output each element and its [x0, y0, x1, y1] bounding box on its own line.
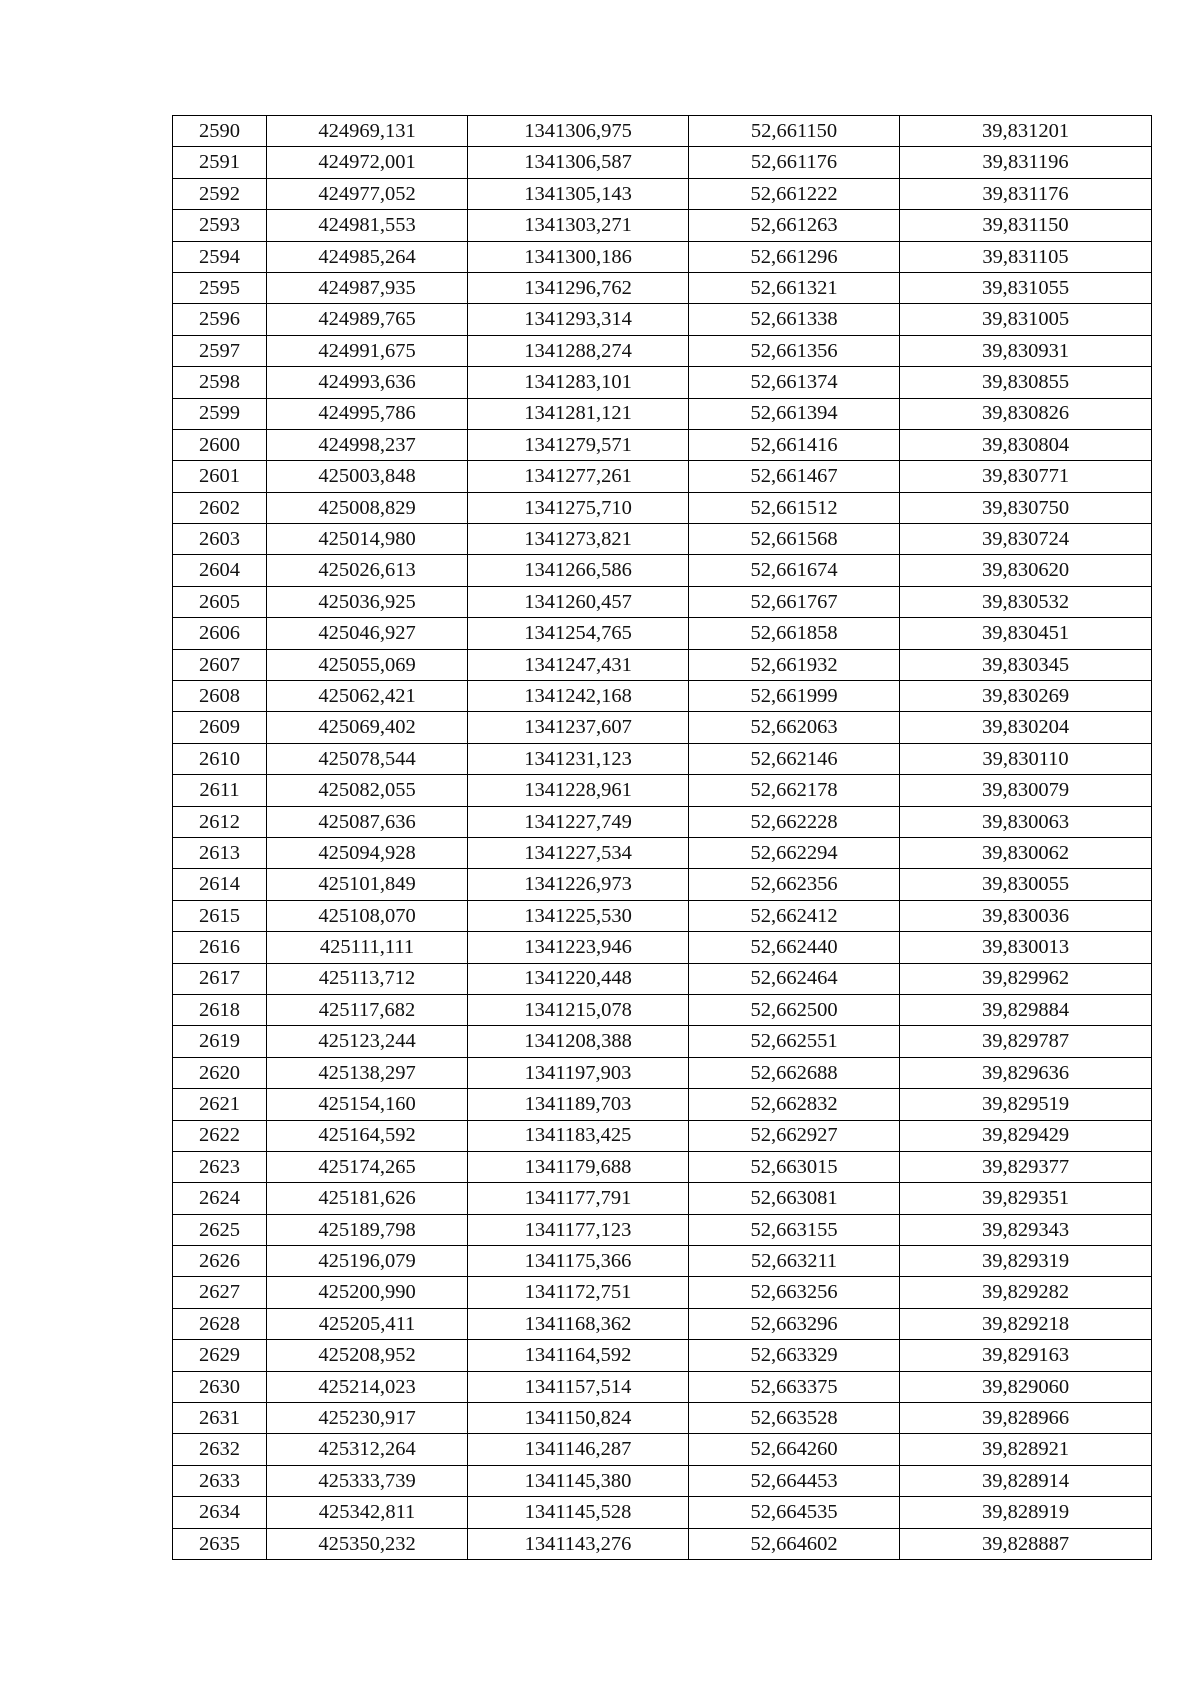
longitude-cell: 39,830855 — [900, 367, 1152, 398]
x-coordinate-cell: 425164,592 — [267, 1120, 468, 1151]
latitude-cell: 52,661374 — [689, 367, 900, 398]
longitude-cell: 39,831105 — [900, 241, 1152, 272]
y-coordinate-cell: 1341177,791 — [468, 1183, 689, 1214]
table-row — [173, 1151, 1152, 1182]
point-number-cell: 2623 — [173, 1151, 267, 1182]
table-row — [173, 1026, 1152, 1057]
point-number-cell: 2626 — [173, 1246, 267, 1277]
x-coordinate-cell: 425312,264 — [267, 1434, 468, 1465]
y-coordinate-cell: 1341220,448 — [468, 963, 689, 994]
point-number-cell: 2628 — [173, 1308, 267, 1339]
y-coordinate-cell: 1341168,362 — [468, 1308, 689, 1339]
table-row — [173, 900, 1152, 931]
x-coordinate-cell: 425123,244 — [267, 1026, 468, 1057]
latitude-cell: 52,661767 — [689, 586, 900, 617]
longitude-cell: 39,830804 — [900, 429, 1152, 460]
table-row — [173, 712, 1152, 743]
y-coordinate-cell: 1341157,514 — [468, 1371, 689, 1402]
table-row — [173, 241, 1152, 272]
point-number-cell: 2612 — [173, 806, 267, 837]
latitude-cell: 52,662500 — [689, 994, 900, 1025]
y-coordinate-cell: 1341283,101 — [468, 367, 689, 398]
longitude-cell: 39,831055 — [900, 272, 1152, 303]
longitude-cell: 39,831150 — [900, 210, 1152, 241]
y-coordinate-cell: 1341305,143 — [468, 178, 689, 209]
latitude-cell: 52,661512 — [689, 492, 900, 523]
y-coordinate-cell: 1341237,607 — [468, 712, 689, 743]
x-coordinate-cell: 425350,232 — [267, 1528, 468, 1559]
latitude-cell: 52,661321 — [689, 272, 900, 303]
longitude-cell: 39,829218 — [900, 1308, 1152, 1339]
longitude-cell: 39,830724 — [900, 524, 1152, 555]
x-coordinate-cell: 424977,052 — [267, 178, 468, 209]
longitude-cell: 39,829519 — [900, 1089, 1152, 1120]
point-number-cell: 2601 — [173, 461, 267, 492]
x-coordinate-cell: 425113,712 — [267, 963, 468, 994]
x-coordinate-cell: 425138,297 — [267, 1057, 468, 1088]
table-row — [173, 618, 1152, 649]
longitude-cell: 39,830750 — [900, 492, 1152, 523]
y-coordinate-cell: 1341228,961 — [468, 775, 689, 806]
table-row — [173, 1089, 1152, 1120]
y-coordinate-cell: 1341226,973 — [468, 869, 689, 900]
x-coordinate-cell: 425036,925 — [267, 586, 468, 617]
point-number-cell: 2602 — [173, 492, 267, 523]
latitude-cell: 52,662688 — [689, 1057, 900, 1088]
point-number-cell: 2633 — [173, 1465, 267, 1496]
x-coordinate-cell: 424972,001 — [267, 147, 468, 178]
table-row — [173, 1528, 1152, 1559]
longitude-cell: 39,831005 — [900, 304, 1152, 335]
table-row — [173, 869, 1152, 900]
latitude-cell: 52,661416 — [689, 429, 900, 460]
latitude-cell: 52,663329 — [689, 1340, 900, 1371]
y-coordinate-cell: 1341208,388 — [468, 1026, 689, 1057]
x-coordinate-cell: 425008,829 — [267, 492, 468, 523]
table-row — [173, 524, 1152, 555]
x-coordinate-cell: 424987,935 — [267, 272, 468, 303]
x-coordinate-cell: 424981,553 — [267, 210, 468, 241]
point-number-cell: 2593 — [173, 210, 267, 241]
point-number-cell: 2603 — [173, 524, 267, 555]
y-coordinate-cell: 1341293,314 — [468, 304, 689, 335]
table-row — [173, 1120, 1152, 1151]
table-row — [173, 492, 1152, 523]
latitude-cell: 52,661858 — [689, 618, 900, 649]
longitude-cell: 39,829351 — [900, 1183, 1152, 1214]
longitude-cell: 39,829282 — [900, 1277, 1152, 1308]
point-number-cell: 2614 — [173, 869, 267, 900]
latitude-cell: 52,662294 — [689, 837, 900, 868]
longitude-cell: 39,831201 — [900, 116, 1152, 147]
latitude-cell: 52,661296 — [689, 241, 900, 272]
y-coordinate-cell: 1341146,287 — [468, 1434, 689, 1465]
x-coordinate-cell: 425196,079 — [267, 1246, 468, 1277]
longitude-cell: 39,830451 — [900, 618, 1152, 649]
y-coordinate-cell: 1341223,946 — [468, 932, 689, 963]
point-number-cell: 2635 — [173, 1528, 267, 1559]
table-row — [173, 304, 1152, 335]
table-row — [173, 1465, 1152, 1496]
x-coordinate-cell: 425333,739 — [267, 1465, 468, 1496]
latitude-cell: 52,664535 — [689, 1497, 900, 1528]
y-coordinate-cell: 1341143,276 — [468, 1528, 689, 1559]
point-number-cell: 2616 — [173, 932, 267, 963]
x-coordinate-cell: 424969,131 — [267, 116, 468, 147]
y-coordinate-cell: 1341247,431 — [468, 649, 689, 680]
x-coordinate-cell: 424989,765 — [267, 304, 468, 335]
longitude-cell: 39,829884 — [900, 994, 1152, 1025]
point-number-cell: 2617 — [173, 963, 267, 994]
table-row — [173, 398, 1152, 429]
point-number-cell: 2611 — [173, 775, 267, 806]
table-row — [173, 1308, 1152, 1339]
longitude-cell: 39,828921 — [900, 1434, 1152, 1465]
latitude-cell: 52,662412 — [689, 900, 900, 931]
table-row — [173, 272, 1152, 303]
point-number-cell: 2591 — [173, 147, 267, 178]
table-row — [173, 743, 1152, 774]
longitude-cell: 39,830036 — [900, 900, 1152, 931]
latitude-cell: 52,662146 — [689, 743, 900, 774]
y-coordinate-cell: 1341306,975 — [468, 116, 689, 147]
x-coordinate-cell: 425087,636 — [267, 806, 468, 837]
point-number-cell: 2629 — [173, 1340, 267, 1371]
point-number-cell: 2632 — [173, 1434, 267, 1465]
y-coordinate-cell: 1341175,366 — [468, 1246, 689, 1277]
latitude-cell: 52,663081 — [689, 1183, 900, 1214]
latitude-cell: 52,661467 — [689, 461, 900, 492]
table-row — [173, 367, 1152, 398]
latitude-cell: 52,661999 — [689, 681, 900, 712]
x-coordinate-cell: 424991,675 — [267, 335, 468, 366]
point-number-cell: 2634 — [173, 1497, 267, 1528]
x-coordinate-cell: 425230,917 — [267, 1403, 468, 1434]
y-coordinate-cell: 1341145,380 — [468, 1465, 689, 1496]
latitude-cell: 52,663296 — [689, 1308, 900, 1339]
longitude-cell: 39,829962 — [900, 963, 1152, 994]
x-coordinate-cell: 425342,811 — [267, 1497, 468, 1528]
latitude-cell: 52,663528 — [689, 1403, 900, 1434]
table-row — [173, 1214, 1152, 1245]
x-coordinate-cell: 424985,264 — [267, 241, 468, 272]
point-number-cell: 2621 — [173, 1089, 267, 1120]
table-row — [173, 1277, 1152, 1308]
latitude-cell: 52,661932 — [689, 649, 900, 680]
table-row — [173, 775, 1152, 806]
y-coordinate-cell: 1341150,824 — [468, 1403, 689, 1434]
y-coordinate-cell: 1341164,592 — [468, 1340, 689, 1371]
x-coordinate-cell: 425174,265 — [267, 1151, 468, 1182]
x-coordinate-cell: 425026,613 — [267, 555, 468, 586]
longitude-cell: 39,828919 — [900, 1497, 1152, 1528]
x-coordinate-cell: 425208,952 — [267, 1340, 468, 1371]
latitude-cell: 52,663211 — [689, 1246, 900, 1277]
x-coordinate-cell: 425078,544 — [267, 743, 468, 774]
x-coordinate-cell: 425205,411 — [267, 1308, 468, 1339]
table-row — [173, 994, 1152, 1025]
y-coordinate-cell: 1341242,168 — [468, 681, 689, 712]
latitude-cell: 52,662440 — [689, 932, 900, 963]
point-number-cell: 2618 — [173, 994, 267, 1025]
y-coordinate-cell: 1341303,271 — [468, 210, 689, 241]
point-number-cell: 2594 — [173, 241, 267, 272]
table-row — [173, 932, 1152, 963]
point-number-cell: 2595 — [173, 272, 267, 303]
longitude-cell: 39,830532 — [900, 586, 1152, 617]
longitude-cell: 39,831196 — [900, 147, 1152, 178]
coordinates-table — [172, 115, 1152, 1560]
longitude-cell: 39,829319 — [900, 1246, 1152, 1277]
y-coordinate-cell: 1341179,688 — [468, 1151, 689, 1182]
latitude-cell: 52,663256 — [689, 1277, 900, 1308]
latitude-cell: 52,662063 — [689, 712, 900, 743]
longitude-cell: 39,828887 — [900, 1528, 1152, 1559]
longitude-cell: 39,830013 — [900, 932, 1152, 963]
latitude-cell: 52,661674 — [689, 555, 900, 586]
latitude-cell: 52,661338 — [689, 304, 900, 335]
table-row — [173, 555, 1152, 586]
longitude-cell: 39,829429 — [900, 1120, 1152, 1151]
y-coordinate-cell: 1341227,534 — [468, 837, 689, 868]
latitude-cell: 52,662178 — [689, 775, 900, 806]
y-coordinate-cell: 1341145,528 — [468, 1497, 689, 1528]
longitude-cell: 39,830931 — [900, 335, 1152, 366]
x-coordinate-cell: 425214,023 — [267, 1371, 468, 1402]
y-coordinate-cell: 1341197,903 — [468, 1057, 689, 1088]
point-number-cell: 2604 — [173, 555, 267, 586]
table-row — [173, 1497, 1152, 1528]
longitude-cell: 39,830079 — [900, 775, 1152, 806]
latitude-cell: 52,662464 — [689, 963, 900, 994]
point-number-cell: 2627 — [173, 1277, 267, 1308]
point-number-cell: 2608 — [173, 681, 267, 712]
table-row — [173, 1371, 1152, 1402]
point-number-cell: 2615 — [173, 900, 267, 931]
x-coordinate-cell: 425117,682 — [267, 994, 468, 1025]
x-coordinate-cell: 425046,927 — [267, 618, 468, 649]
y-coordinate-cell: 1341215,078 — [468, 994, 689, 1025]
y-coordinate-cell: 1341281,121 — [468, 398, 689, 429]
table-row — [173, 681, 1152, 712]
table-row — [173, 210, 1152, 241]
x-coordinate-cell: 425055,069 — [267, 649, 468, 680]
point-number-cell: 2620 — [173, 1057, 267, 1088]
point-number-cell: 2599 — [173, 398, 267, 429]
point-number-cell: 2622 — [173, 1120, 267, 1151]
y-coordinate-cell: 1341225,530 — [468, 900, 689, 931]
y-coordinate-cell: 1341279,571 — [468, 429, 689, 460]
x-coordinate-cell: 425200,990 — [267, 1277, 468, 1308]
y-coordinate-cell: 1341273,821 — [468, 524, 689, 555]
y-coordinate-cell: 1341183,425 — [468, 1120, 689, 1151]
longitude-cell: 39,830771 — [900, 461, 1152, 492]
y-coordinate-cell: 1341177,123 — [468, 1214, 689, 1245]
latitude-cell: 52,663155 — [689, 1214, 900, 1245]
y-coordinate-cell: 1341189,703 — [468, 1089, 689, 1120]
longitude-cell: 39,830062 — [900, 837, 1152, 868]
latitude-cell: 52,661356 — [689, 335, 900, 366]
point-number-cell: 2625 — [173, 1214, 267, 1245]
longitude-cell: 39,829787 — [900, 1026, 1152, 1057]
x-coordinate-cell: 425094,928 — [267, 837, 468, 868]
longitude-cell: 39,830063 — [900, 806, 1152, 837]
x-coordinate-cell: 424995,786 — [267, 398, 468, 429]
y-coordinate-cell: 1341266,586 — [468, 555, 689, 586]
longitude-cell: 39,830826 — [900, 398, 1152, 429]
x-coordinate-cell: 425003,848 — [267, 461, 468, 492]
latitude-cell: 52,662832 — [689, 1089, 900, 1120]
table-row — [173, 1403, 1152, 1434]
longitude-cell: 39,829636 — [900, 1057, 1152, 1088]
latitude-cell: 52,664453 — [689, 1465, 900, 1496]
latitude-cell: 52,663375 — [689, 1371, 900, 1402]
table-row — [173, 461, 1152, 492]
point-number-cell: 2590 — [173, 116, 267, 147]
x-coordinate-cell: 425082,055 — [267, 775, 468, 806]
latitude-cell: 52,661394 — [689, 398, 900, 429]
longitude-cell: 39,830110 — [900, 743, 1152, 774]
latitude-cell: 52,661568 — [689, 524, 900, 555]
point-number-cell: 2605 — [173, 586, 267, 617]
x-coordinate-cell: 424998,237 — [267, 429, 468, 460]
x-coordinate-cell: 424993,636 — [267, 367, 468, 398]
longitude-cell: 39,829343 — [900, 1214, 1152, 1245]
longitude-cell: 39,829377 — [900, 1151, 1152, 1182]
point-number-cell: 2597 — [173, 335, 267, 366]
point-number-cell: 2598 — [173, 367, 267, 398]
longitude-cell: 39,830055 — [900, 869, 1152, 900]
table-row — [173, 116, 1152, 147]
y-coordinate-cell: 1341254,765 — [468, 618, 689, 649]
latitude-cell: 52,662228 — [689, 806, 900, 837]
table-row — [173, 837, 1152, 868]
point-number-cell: 2624 — [173, 1183, 267, 1214]
table-row — [173, 806, 1152, 837]
y-coordinate-cell: 1341288,274 — [468, 335, 689, 366]
longitude-cell: 39,831176 — [900, 178, 1152, 209]
table-row — [173, 963, 1152, 994]
longitude-cell: 39,828966 — [900, 1403, 1152, 1434]
latitude-cell: 52,662927 — [689, 1120, 900, 1151]
latitude-cell: 52,661222 — [689, 178, 900, 209]
latitude-cell: 52,663015 — [689, 1151, 900, 1182]
table-row — [173, 586, 1152, 617]
latitude-cell: 52,661150 — [689, 116, 900, 147]
latitude-cell: 52,662356 — [689, 869, 900, 900]
table-row — [173, 1434, 1152, 1465]
y-coordinate-cell: 1341172,751 — [468, 1277, 689, 1308]
y-coordinate-cell: 1341306,587 — [468, 147, 689, 178]
point-number-cell: 2630 — [173, 1371, 267, 1402]
point-number-cell: 2613 — [173, 837, 267, 868]
point-number-cell: 2600 — [173, 429, 267, 460]
table-row — [173, 1183, 1152, 1214]
y-coordinate-cell: 1341300,186 — [468, 241, 689, 272]
latitude-cell: 52,661263 — [689, 210, 900, 241]
x-coordinate-cell: 425014,980 — [267, 524, 468, 555]
x-coordinate-cell: 425181,626 — [267, 1183, 468, 1214]
table-row — [173, 1057, 1152, 1088]
latitude-cell: 52,661176 — [689, 147, 900, 178]
table-row — [173, 429, 1152, 460]
x-coordinate-cell: 425189,798 — [267, 1214, 468, 1245]
latitude-cell: 52,662551 — [689, 1026, 900, 1057]
table-row — [173, 147, 1152, 178]
point-number-cell: 2619 — [173, 1026, 267, 1057]
coordinates-table-body — [173, 116, 1152, 1560]
point-number-cell: 2607 — [173, 649, 267, 680]
y-coordinate-cell: 1341275,710 — [468, 492, 689, 523]
longitude-cell: 39,830620 — [900, 555, 1152, 586]
y-coordinate-cell: 1341296,762 — [468, 272, 689, 303]
x-coordinate-cell: 425111,111 — [267, 932, 468, 963]
y-coordinate-cell: 1341277,261 — [468, 461, 689, 492]
y-coordinate-cell: 1341260,457 — [468, 586, 689, 617]
table-row — [173, 178, 1152, 209]
table-row — [173, 335, 1152, 366]
table-row — [173, 649, 1152, 680]
point-number-cell: 2610 — [173, 743, 267, 774]
y-coordinate-cell: 1341227,749 — [468, 806, 689, 837]
longitude-cell: 39,830204 — [900, 712, 1152, 743]
latitude-cell: 52,664602 — [689, 1528, 900, 1559]
x-coordinate-cell: 425154,160 — [267, 1089, 468, 1120]
longitude-cell: 39,830269 — [900, 681, 1152, 712]
point-number-cell: 2609 — [173, 712, 267, 743]
x-coordinate-cell: 425101,849 — [267, 869, 468, 900]
x-coordinate-cell: 425069,402 — [267, 712, 468, 743]
longitude-cell: 39,829163 — [900, 1340, 1152, 1371]
point-number-cell: 2596 — [173, 304, 267, 335]
point-number-cell: 2606 — [173, 618, 267, 649]
table-row — [173, 1340, 1152, 1371]
longitude-cell: 39,828914 — [900, 1465, 1152, 1496]
longitude-cell: 39,830345 — [900, 649, 1152, 680]
latitude-cell: 52,664260 — [689, 1434, 900, 1465]
x-coordinate-cell: 425108,070 — [267, 900, 468, 931]
y-coordinate-cell: 1341231,123 — [468, 743, 689, 774]
point-number-cell: 2592 — [173, 178, 267, 209]
longitude-cell: 39,829060 — [900, 1371, 1152, 1402]
x-coordinate-cell: 425062,421 — [267, 681, 468, 712]
table-row — [173, 1246, 1152, 1277]
point-number-cell: 2631 — [173, 1403, 267, 1434]
